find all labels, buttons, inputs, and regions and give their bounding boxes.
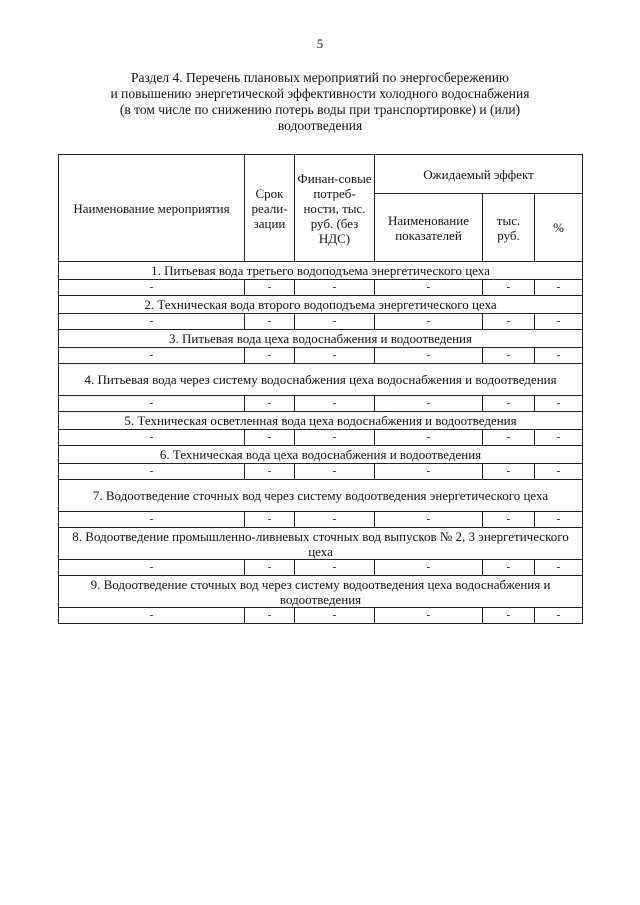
table-cell: - xyxy=(245,396,295,412)
table-cell: - xyxy=(535,314,583,330)
table-row xyxy=(59,396,583,412)
table-cell: - xyxy=(295,464,375,480)
section-row xyxy=(59,364,583,396)
table-cell: - xyxy=(59,560,245,576)
header-effect: Ожидаемый эффект xyxy=(375,155,583,194)
table-cell: - xyxy=(295,314,375,330)
table-row xyxy=(59,608,583,624)
section-title-cell: 7. Водоотведение сточных вод через систему водоотведения энергетического цеха xyxy=(59,480,583,512)
section-row xyxy=(59,296,583,314)
table-cell: - xyxy=(59,348,245,364)
table-cell: - xyxy=(295,560,375,576)
table-cell: - xyxy=(59,314,245,330)
table-cell: - xyxy=(535,464,583,480)
table-cell: - xyxy=(483,430,535,446)
table-body xyxy=(59,155,583,624)
section-row xyxy=(59,576,583,608)
table-cell: - xyxy=(483,348,535,364)
header-row xyxy=(59,155,583,194)
table-cell: - xyxy=(59,396,245,412)
table-cell: - xyxy=(375,396,483,412)
table-cell: - xyxy=(375,608,483,624)
table-cell: - xyxy=(295,396,375,412)
header-percent: % xyxy=(535,194,583,262)
table-cell: - xyxy=(375,512,483,528)
table-cell: - xyxy=(295,512,375,528)
table-cell: - xyxy=(375,430,483,446)
table-cell: - xyxy=(375,314,483,330)
table-cell: - xyxy=(535,560,583,576)
table-row xyxy=(59,512,583,528)
table-cell: - xyxy=(245,608,295,624)
table-cell: - xyxy=(535,280,583,296)
header-thousand-rub: тыс. руб. xyxy=(483,194,535,262)
section-title-cell: 9. Водоотведение сточных вод через систему водоотведения цеха водоснабжения и водоотведения xyxy=(59,576,583,608)
table-cell: - xyxy=(483,464,535,480)
table-cell: - xyxy=(483,396,535,412)
table-cell: - xyxy=(535,430,583,446)
table-row xyxy=(59,560,583,576)
table-cell: - xyxy=(483,560,535,576)
title-line: Раздел 4. Перечень плановых мероприятий по энергосбережению xyxy=(130,70,510,85)
section-row xyxy=(59,330,583,348)
table-row xyxy=(59,314,583,330)
table-cell: - xyxy=(59,464,245,480)
table-cell: - xyxy=(245,560,295,576)
header-name: Наименование мероприятия xyxy=(59,155,245,262)
header-term: Срок реали-зации xyxy=(245,155,295,262)
table-cell: - xyxy=(59,280,245,296)
table-cell: - xyxy=(483,314,535,330)
table-cell: - xyxy=(59,512,245,528)
measures-table xyxy=(58,154,583,624)
page-number: 5 xyxy=(316,36,324,51)
table-cell: - xyxy=(375,348,483,364)
title-line: и повышению энергетической эффективности холодного водоснабжения xyxy=(110,86,530,101)
section-title-cell: 1. Питьевая вода третьего водоподъема энергетического цеха xyxy=(59,262,583,280)
section-title-cell: 5. Техническая осветленная вода цеха водоснабжения и водоотведения xyxy=(59,412,583,430)
table-cell: - xyxy=(295,348,375,364)
section-title-cell: 2. Техническая вода второго водоподъема энергетического цеха xyxy=(59,296,583,314)
table-cell: - xyxy=(375,560,483,576)
table-cell: - xyxy=(535,348,583,364)
table-row xyxy=(59,464,583,480)
section-row xyxy=(59,528,583,560)
table-cell: - xyxy=(483,608,535,624)
table-cell: - xyxy=(375,464,483,480)
section-row xyxy=(59,262,583,280)
header-finance: Финан-совые потреб-ности, тыс. руб. (без НДС) xyxy=(295,155,375,262)
title-line: (в том числе по снижению потерь воды при транспортировке) и (или) xyxy=(119,102,521,117)
section-row xyxy=(59,412,583,430)
section-title-cell: 3. Питьевая вода цеха водоснабжения и водоотведения xyxy=(59,330,583,348)
table-row xyxy=(59,348,583,364)
section-title-cell: 6. Техническая вода цеха водоснабжения и водоотведения xyxy=(59,446,583,464)
table-cell: - xyxy=(483,512,535,528)
title-line: водоотведения xyxy=(277,118,363,133)
table-cell: - xyxy=(59,608,245,624)
section-row xyxy=(59,446,583,464)
table-cell: - xyxy=(245,430,295,446)
table-cell: - xyxy=(245,348,295,364)
header-indicator: Наименование показателей xyxy=(375,194,483,262)
table-cell: - xyxy=(245,464,295,480)
table-cell: - xyxy=(295,280,375,296)
table-cell: - xyxy=(245,314,295,330)
table-cell: - xyxy=(295,430,375,446)
table-row xyxy=(59,280,583,296)
table-cell: - xyxy=(535,396,583,412)
table-cell: - xyxy=(295,608,375,624)
table-cell: - xyxy=(375,280,483,296)
table-row xyxy=(59,430,583,446)
table-cell: - xyxy=(483,280,535,296)
section-row xyxy=(59,480,583,512)
table-cell: - xyxy=(535,608,583,624)
table-cell: - xyxy=(245,512,295,528)
section-title-cell: 8. Водоотведение промышленно-ливневых сточных вод выпусков № 2, 3 энергетического цеха xyxy=(59,528,583,560)
table-cell: - xyxy=(59,430,245,446)
section-title-cell: 4. Питьевая вода через систему водоснабжения цеха водоснабжения и водоотведения xyxy=(59,364,583,396)
table-cell: - xyxy=(245,280,295,296)
section-title xyxy=(60,70,580,134)
table-cell: - xyxy=(535,512,583,528)
